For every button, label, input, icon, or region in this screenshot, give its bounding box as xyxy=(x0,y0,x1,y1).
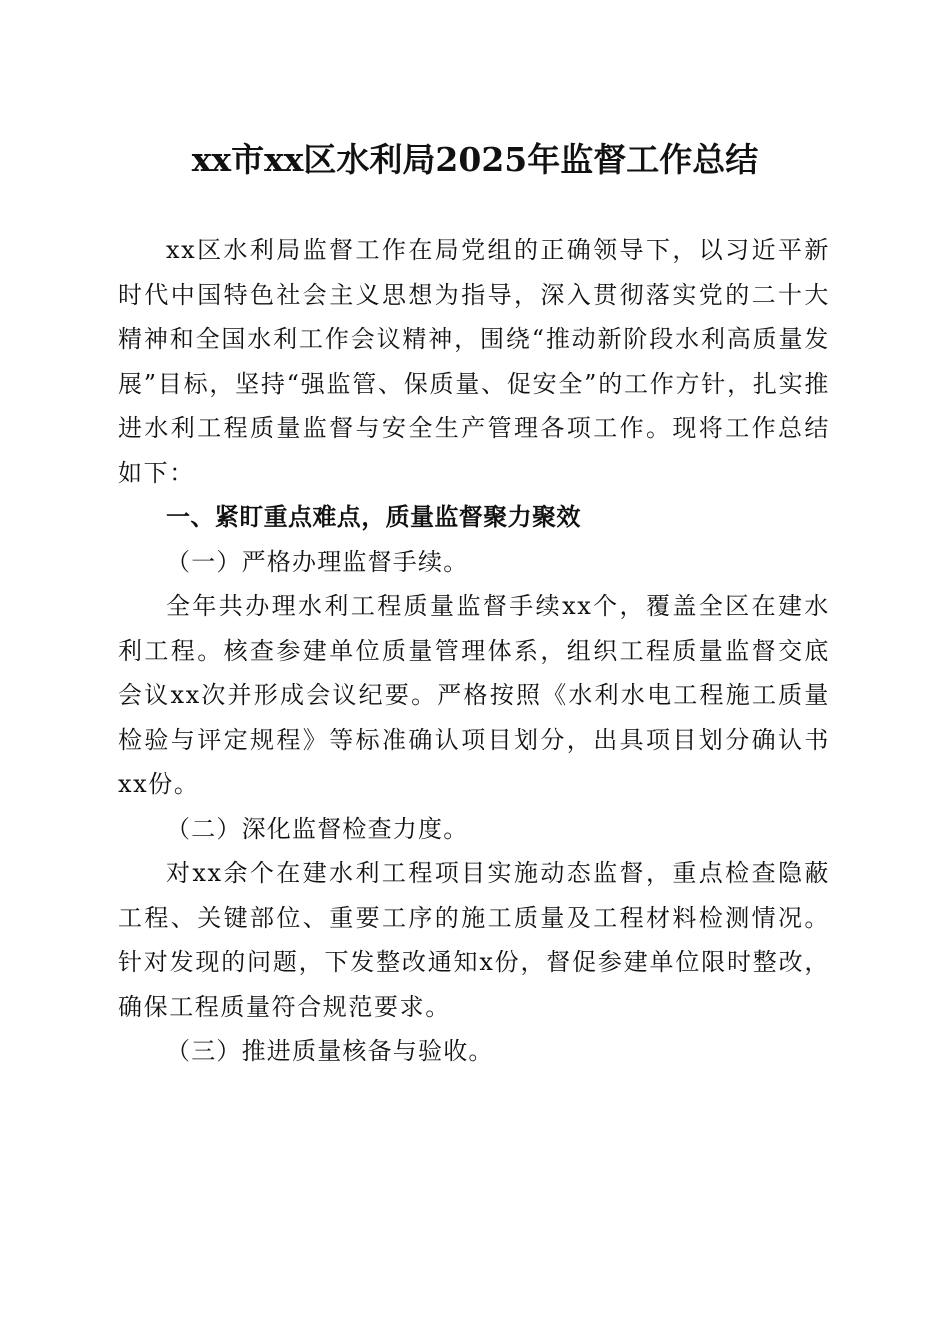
document-title: xx市xx区水利局2025年监督工作总结 xyxy=(191,140,759,179)
subsection-2-heading: （二）深化监督检查力度。 xyxy=(166,814,469,843)
intro-paragraph: xx区水利局监督工作在局党组的正确领导下，以习近平新时代中国特色社会主义思想为指导，深入贯彻落实党的二十大精神和全国水利工作会议精神，围绕“推动新阶段水利高质量发展”目标，坚持“强监管、保质量、促安全”的工作方针，扎实推进水利工程质量监督与安全生产管理各项工作。现将工作总结如下： xyxy=(118,236,830,487)
subsection-1-heading: （一）严格办理监督手续。 xyxy=(166,547,469,576)
subsection-1-paragraph: 全年共办理水利工程质量监督手续xx个，覆盖全区在建水利工程。核查参建单位质量管理体系，组织工程质量监督交底会议xx次并形成会议纪要。严格按照《水利水电工程施工质量检验与评定规程》等标准确认项目划分，出具项目划分确认书xx份。 xyxy=(118,592,830,798)
document-body xyxy=(118,228,830,1074)
subsection-2-paragraph: 对xx余个在建水利工程项目实施动态监督，重点检查隐蔽工程、关键部位、重要工序的施工质量及工程材料检测情况。针对发现的问题，下发整改通知x份，督促参建单位限时整改，确保工程质量符合规范要求。 xyxy=(118,859,830,1021)
section-1-heading: 一、紧盯重点难点，质量监督聚力聚效 xyxy=(166,503,581,531)
subsection-3-heading: （三）推进质量核备与验收。 xyxy=(166,1037,494,1065)
